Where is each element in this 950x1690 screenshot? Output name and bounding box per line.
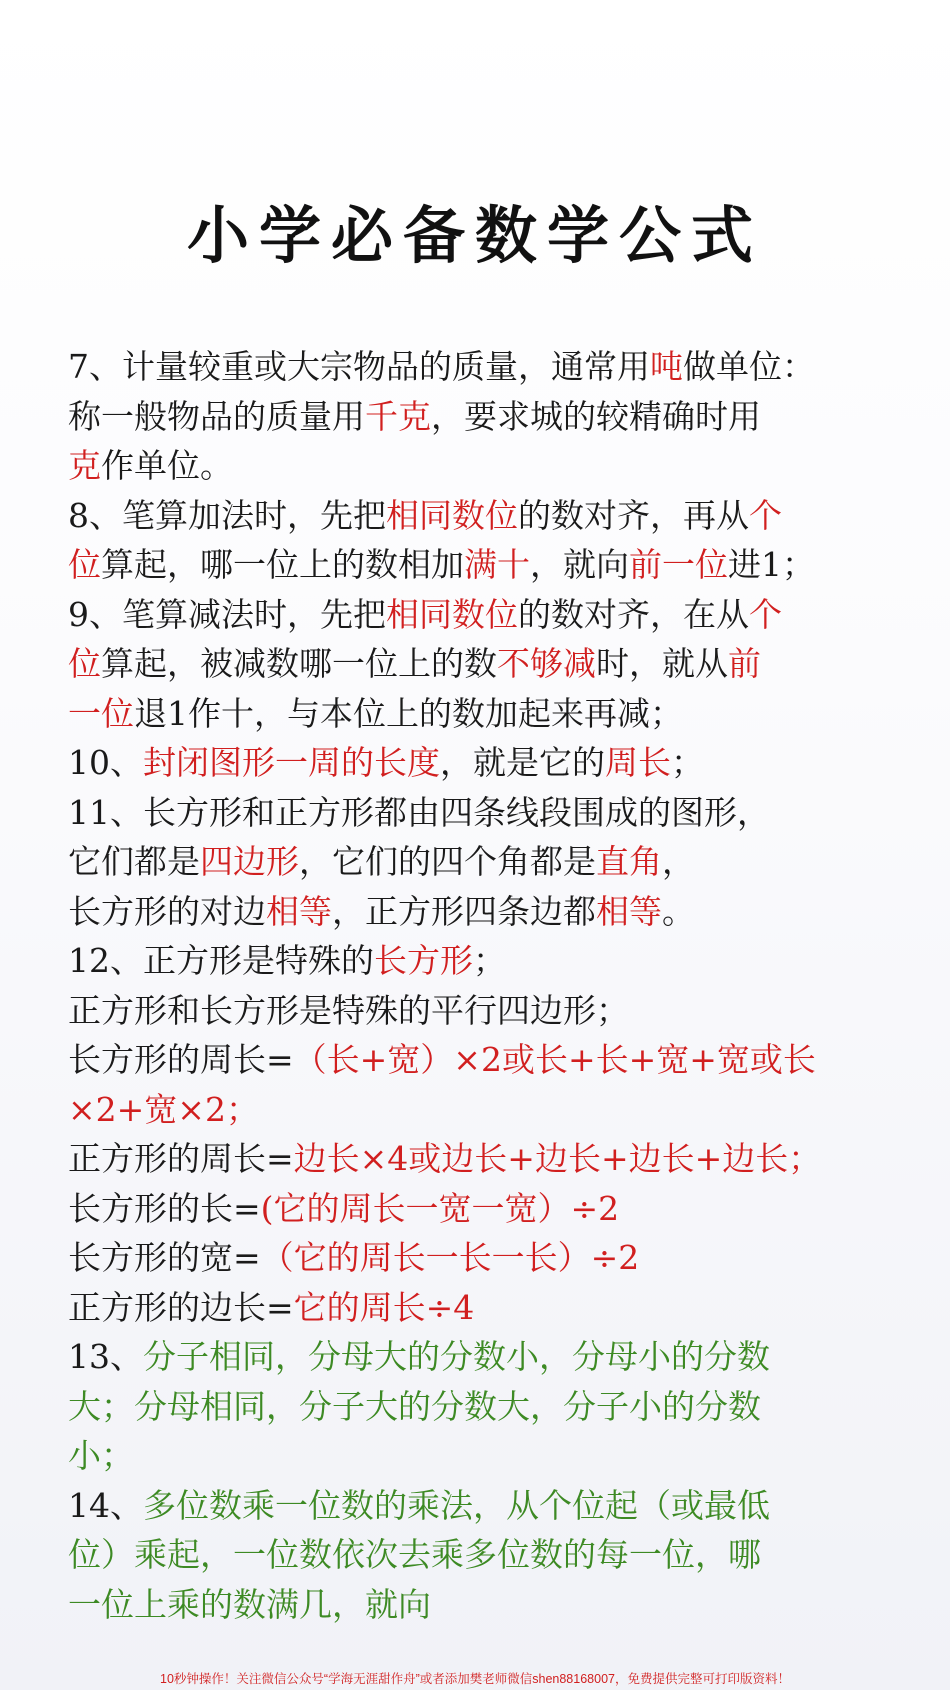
text-line <box>68 1580 924 1630</box>
text-segment: 7、计量较重或大宗物品的质量，通常用 <box>68 347 650 386</box>
highlight-green: 分子相同，分母大的分数小，分母小的分数 <box>143 1337 770 1376</box>
highlight-red: 封闭图形一周的长度 <box>143 743 440 782</box>
text-segment: ，它们的四个角都是 <box>299 842 596 881</box>
highlight-red: 位 <box>68 644 101 683</box>
highlight-red: 相等 <box>266 891 332 931</box>
highlight-red: 一位 <box>68 693 134 733</box>
highlight-green: 一位上乘的数满几，就向 <box>68 1584 431 1624</box>
text-segment: 9、笔算减法时，先把 <box>68 594 386 634</box>
highlight-red: ×2+宽×2； <box>68 1089 259 1129</box>
text-line <box>68 1035 924 1085</box>
text-line <box>68 689 924 739</box>
text-segment: 8、笔算加法时，先把 <box>68 495 386 535</box>
highlight-red: （长+宽）×2或长+长+宽+宽或长 <box>293 1040 816 1079</box>
highlight-red: 不够减 <box>497 644 596 683</box>
text-segment: 的数对齐，再从 <box>518 495 749 535</box>
text-line <box>68 788 924 838</box>
text-line <box>68 441 924 491</box>
text-segment: 长方形的长= <box>68 1188 261 1228</box>
highlight-green: 位）乘起，一位数依次去乘多位数的每一位，哪 <box>68 1535 761 1574</box>
text-segment: ； <box>671 743 704 782</box>
text-segment: 作单位。 <box>101 446 233 485</box>
text-segment: ，正方形四条边都 <box>332 891 596 931</box>
text-line <box>68 1530 924 1580</box>
highlight-red: 直角 <box>596 842 662 881</box>
text-line <box>68 392 924 442</box>
text-segment: 13、 <box>68 1337 143 1376</box>
highlight-red: 相同数位 <box>386 594 518 634</box>
text-line <box>68 1431 924 1481</box>
text-line <box>68 837 924 887</box>
text-line <box>68 887 924 937</box>
highlight-red: 边长×4或边长+边长+边长+边长； <box>293 1139 822 1178</box>
text-segment: 算起，哪一位上的数相加 <box>101 545 464 584</box>
text-segment: 做单位： <box>683 347 815 386</box>
text-segment: ，要求城的较精确时用 <box>431 396 761 436</box>
highlight-red: 千克 <box>365 396 431 436</box>
highlight-red: 吨 <box>650 347 683 386</box>
text-line <box>68 738 924 788</box>
text-line <box>68 1184 924 1234</box>
highlight-red: 个 <box>749 495 782 535</box>
footer-notice: 10秒钟操作！关注微信公众号“学海无涯甜作舟”或者添加樊老师微信shen88168007，免费提供完整可打印版资料！ <box>160 1672 790 1686</box>
text-segment: 称一般物品的质量用 <box>68 396 365 436</box>
text-line <box>68 1481 924 1531</box>
text-segment: 正方形和长方形是特殊的平行四边形； <box>68 990 629 1030</box>
highlight-red: 四边形 <box>200 842 299 881</box>
highlight-green: 多位数乘一位数的乘法，从个位起（或最低 <box>143 1485 770 1525</box>
text-segment: 退1作十，与本位上的数加起来再减； <box>134 693 683 733</box>
text-line <box>68 540 924 590</box>
text-segment: ，就向 <box>530 545 629 584</box>
text-segment: 长方形的宽= <box>68 1238 261 1277</box>
text-segment: ， <box>662 842 695 881</box>
text-line <box>68 1332 924 1382</box>
highlight-red: 它的周长÷4 <box>293 1287 475 1327</box>
text-segment: ，就是它的 <box>440 743 605 782</box>
highlight-green: 大；分母相同，分子大的分数大，分子小的分数 <box>68 1386 761 1426</box>
text-segment: 14、 <box>68 1485 143 1525</box>
page-title: 小学必备数学公式 <box>186 199 763 272</box>
text-segment: 正方形的边长= <box>68 1287 294 1327</box>
highlight-red: 满十 <box>464 545 530 584</box>
text-line <box>68 639 924 689</box>
text-segment: 正方形的周长= <box>68 1139 294 1178</box>
text-segment: 10、 <box>68 743 143 782</box>
highlight-red: 克 <box>68 446 101 485</box>
highlight-red: 前一位 <box>629 545 728 584</box>
highlight-red: （它的周长一长一长）÷2 <box>260 1238 640 1277</box>
text-line <box>68 1283 924 1333</box>
text-line <box>68 1085 924 1135</box>
text-line <box>68 590 924 640</box>
formula-list <box>68 342 924 1629</box>
text-segment: 它们都是 <box>68 842 200 881</box>
text-segment: 12、正方形是特殊的 <box>68 941 374 980</box>
text-line <box>68 936 924 986</box>
text-segment: ； <box>473 941 506 980</box>
text-segment: 。 <box>662 891 695 931</box>
text-line <box>68 1382 924 1432</box>
highlight-red: 个 <box>749 594 782 634</box>
highlight-red: 前 <box>728 644 761 683</box>
text-line <box>68 491 924 541</box>
text-line <box>68 1233 924 1283</box>
text-segment: 算起，被减数哪一位上的数 <box>101 644 497 683</box>
text-segment: 进1； <box>728 545 815 584</box>
text-line <box>68 986 924 1036</box>
highlight-red: 长方形 <box>374 941 473 980</box>
highlight-red: 位 <box>68 545 101 584</box>
text-segment: 时，就从 <box>596 644 728 683</box>
highlight-red: 相等 <box>596 891 662 931</box>
text-segment: 长方形的对边 <box>68 891 266 931</box>
text-segment: 长方形的周长= <box>68 1040 294 1079</box>
highlight-green: 小； <box>68 1436 134 1475</box>
text-segment: 11、长方形和正方形都由四条线段围成的图形， <box>68 792 770 832</box>
highlight-red: 周长 <box>605 743 671 782</box>
text-segment: 的数对齐，在从 <box>518 594 749 634</box>
text-line <box>68 1134 924 1184</box>
text-line <box>68 342 924 392</box>
highlight-red: (它的周长一宽一宽）÷2 <box>260 1188 620 1228</box>
highlight-red: 相同数位 <box>386 495 518 535</box>
